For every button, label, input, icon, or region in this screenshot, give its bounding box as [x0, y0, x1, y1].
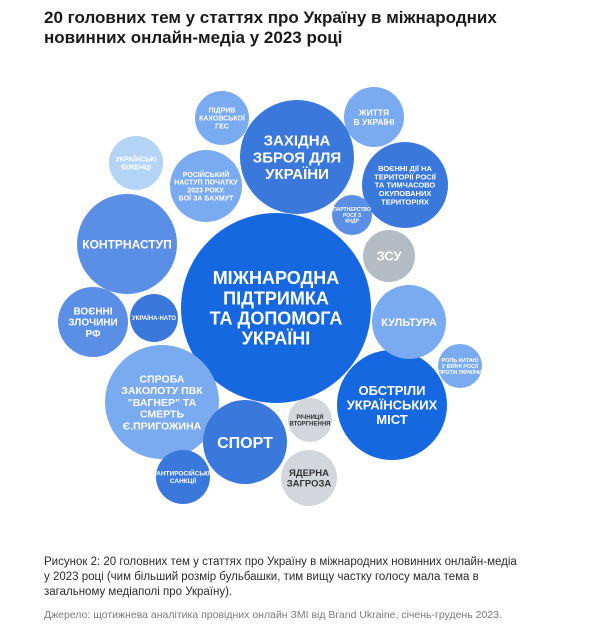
bubble-19: [288, 398, 332, 442]
bubble-label: АНТИРОСІЙСЬКІ САНКЦІЇ: [156, 470, 210, 485]
bubble-8: [372, 285, 446, 359]
bubble-20: [332, 195, 372, 235]
bubble-10: [170, 150, 242, 222]
bubble-16: [156, 450, 210, 504]
bubble-label: ПІДРИВ КАХОВСЬКОЇ ГЕС: [199, 107, 245, 131]
bubble-label: СПРОБА ЗАКОЛОТУ ПВК "ВАГНЕР" ТА СМЕРТЬ Є.ПРИГОЖИНА: [121, 373, 203, 433]
bubble-17: [130, 294, 178, 342]
source-note: Джерело: щотижнева аналітика провідних онлайн ЗМІ від Brand Ukraine, січень-грудень 2023.: [44, 609, 502, 621]
bubble-12: [195, 91, 249, 145]
bubble-13: [363, 230, 415, 282]
bubble-18: [438, 344, 482, 388]
bubble-label: ЗАХІДНА ЗБРОЯ ДЛЯ УКРАЇНИ: [252, 132, 342, 184]
bubble-label: РІЧНИЦЯ ВТОРГНЕННЯ: [289, 414, 331, 428]
bubble-label: УКРАЇНСЬКІ БІЖЕНЦІ: [115, 156, 157, 172]
bubble-label: ЯДЕРНА ЗАГРОЗА: [286, 468, 332, 490]
bubble-11: [344, 87, 404, 147]
bubble-6: [362, 142, 448, 228]
bubble-label: СПОРТ: [217, 434, 273, 452]
bubble-5: [105, 345, 219, 459]
page-title: 20 головних тем у статтях про Україну в міжнародних новинних онлайн-медіа у 2023 році: [44, 8, 497, 47]
bubble-label: ОБСТРІЛИ УКРАЇНСЬКИХ МІСТ: [346, 383, 438, 428]
bubble-label: ПАРТНЕРСТВО РОСІЇ З КНДР: [333, 207, 371, 225]
bubble-label: ЖИТТЯ В УКРАЇНІ: [353, 107, 395, 127]
figure-caption: Рисунок 2: 20 головних тем у статтях про Україну в міжнародних новинних онлайн-медіа у 2023 році (чим більший розмір бульбашки, тим вищу частку голосу мала тема в загальному медіаполі про Україну).: [44, 556, 517, 598]
bubble-label: ВОЄННІ ДІЇ НА ТЕРИТОРІЇ РОСІЇ ТА ТИМЧАСОВО ОКУПОВАНИХ ТЕРИТОРІЯХ: [374, 163, 436, 207]
bubble-label: КУЛЬТУРА: [381, 317, 437, 329]
bubble-9: [58, 287, 128, 357]
bubble-label: КОНТРНАСТУП: [82, 237, 172, 252]
bubble-label: УКРАЇНА-НАТО: [131, 316, 177, 323]
bubble-label: РОЛЬ КИТАЮ У ВІЙНІ РОСІЇ ПРОТИ УКРАЇНИ: [437, 357, 483, 377]
bubble-label: РОСІЙСЬКИЙ НАСТУП ПОЧАТКУ 2023 РОКУ. БОЇ ЗА БАХМУТ: [174, 171, 238, 203]
bubble-2: [240, 100, 354, 214]
bubble-label: ЗСУ: [376, 248, 402, 264]
bubble-7: [203, 400, 287, 484]
bubble-14: [281, 450, 337, 506]
bubble-label: ВОЄННІ ЗЛОЧИНИ РФ: [68, 306, 118, 340]
bubble-15: [109, 136, 163, 190]
bubble-label: МІЖНАРОДНА ПІДТРИМКА ТА ДОПОМОГА УКРАЇНІ: [209, 268, 343, 349]
bubble-4: [337, 350, 447, 460]
bubble-3: [77, 194, 177, 294]
